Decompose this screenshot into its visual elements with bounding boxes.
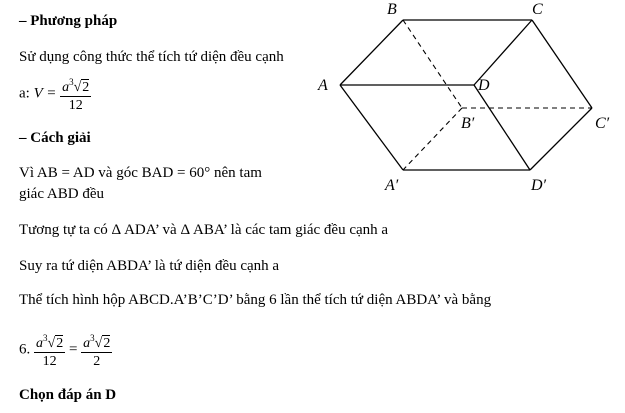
vertex-label-C: C: [532, 1, 543, 18]
edge-DD1: [474, 85, 530, 170]
edge-DC: [474, 20, 532, 85]
final-fraction-2-denominator: 2: [93, 354, 101, 369]
equals-sign: =: [68, 341, 78, 358]
var-a: a: [36, 336, 43, 351]
step-2: Tương tự ta có Δ ADA’ và Δ ABA’ là các tam giác đều cạnh a: [19, 222, 389, 238]
edge-BB1-hidden: [403, 20, 462, 108]
sqrt-arg: 2: [56, 336, 64, 351]
vertex-label-B: B: [387, 1, 397, 18]
vertex-label-C1: C′: [595, 115, 610, 132]
sqrt-arg: 2: [103, 336, 111, 351]
volume-fraction-denominator: 12: [68, 98, 83, 113]
method-heading: – Phương pháp: [19, 13, 118, 29]
vertex-label-A1: A′: [385, 177, 399, 194]
answer: Chọn đáp án D: [19, 387, 117, 403]
step-3: Suy ra tứ diện ABDA’ là tứ diện đều cạnh a: [19, 258, 280, 274]
vertex-label-D1: D′: [531, 177, 547, 194]
var-a: a: [83, 336, 91, 351]
edge-A1A: [340, 85, 403, 170]
method-text-line1: Sử dụng công thức thể tích tứ diện đều cạnh: [19, 49, 284, 65]
volume-fraction-numerator: $a^3√2$: [60, 74, 91, 97]
exponent: 3: [90, 333, 95, 343]
vertex-label-B1: B′: [461, 115, 475, 132]
method-text-prefix: a:: [19, 85, 34, 102]
final-fraction-1-denominator: 12: [42, 354, 57, 369]
final-fraction-2-numerator: $a^3√2$: [81, 330, 112, 353]
vertex-label-A: A: [318, 77, 328, 94]
exponent: 3: [69, 77, 74, 87]
var-a: a: [62, 80, 70, 95]
step-1-line2: giác ABD đều: [19, 186, 104, 202]
exponent: 3: [43, 333, 48, 343]
step-1-line1: Vì AB = AD và góc BAD = 60° nên tam: [19, 165, 262, 181]
step-4: Thể tích hình hộp ABCD.A’B’C’D’ bằng 6 lần thể tích tứ diện ABDA’ và bằng: [19, 292, 492, 308]
final-coefficient: 6.: [19, 341, 31, 358]
vertex-label-D: D: [478, 77, 490, 94]
edge-C1D1: [530, 108, 592, 170]
sqrt-arg: 2: [82, 80, 90, 95]
final-fraction-1-numerator: $a^3√2$: [34, 330, 65, 353]
steps-heading: – Cách giải: [19, 130, 91, 146]
edge-B1A1-hidden: [403, 108, 462, 170]
formula-lhs: V =: [33, 85, 57, 102]
edge-AB: [340, 20, 403, 85]
edge-CC1: [532, 20, 592, 108]
